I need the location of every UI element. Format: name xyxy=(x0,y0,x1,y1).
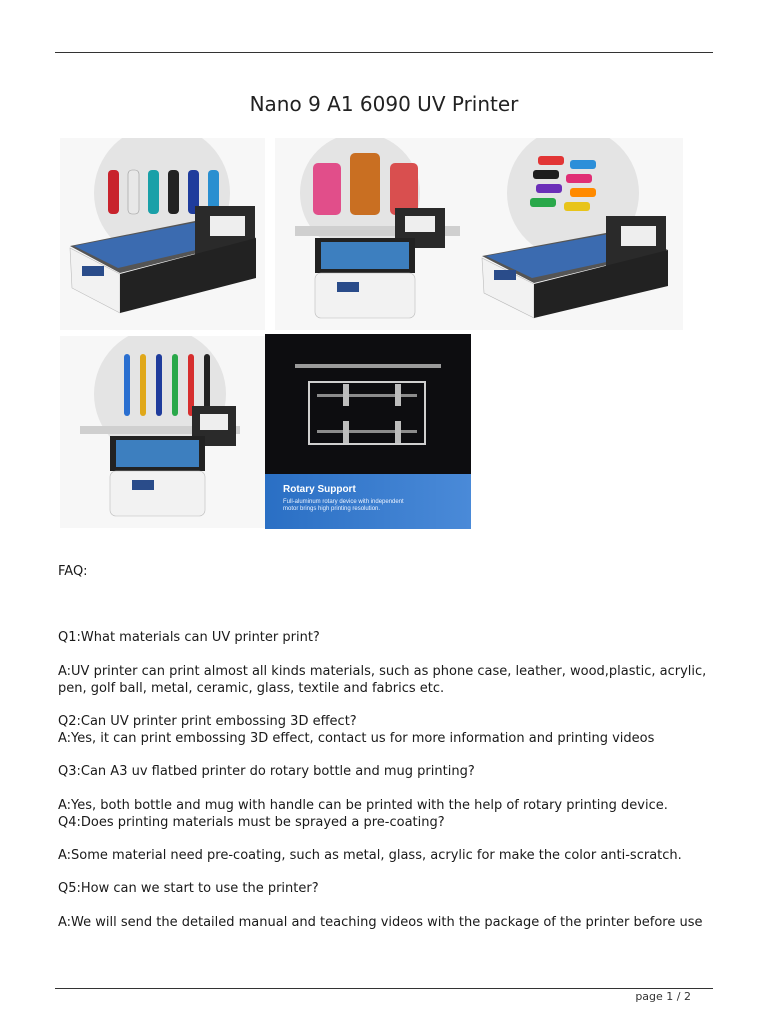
rotary-title: Rotary Support xyxy=(283,484,356,495)
faq-a1-line2: pen, golf ball, metal, ceramic, glass, textile and fabrics etc. xyxy=(58,681,445,696)
product-image-phone-cases xyxy=(275,138,480,330)
faq-a2: A:Yes, it can print embossing 3D effect, contact us for more information and printing videos xyxy=(58,731,655,746)
faq-q3: Q3:Can A3 uv flatbed printer do rotary bottle and mug printing? xyxy=(58,764,475,779)
page-title: Nano 9 A1 6090 UV Printer xyxy=(249,92,519,116)
product-image-pens xyxy=(60,336,265,528)
page-number: page 1 / 2 xyxy=(635,990,691,1003)
product-image-usb-drives xyxy=(478,138,683,330)
product-image-bottles xyxy=(60,138,265,330)
footer-rule xyxy=(55,988,713,989)
faq-a5: A:We will send the detailed manual and teaching videos with the package of the printer before use xyxy=(58,915,703,930)
faq-a4: A:Some material need pre-coating, such as metal, glass, acrylic for make the color anti-scratch. xyxy=(58,848,682,863)
header-rule xyxy=(55,52,713,53)
faq-q1: Q1:What materials can UV printer print? xyxy=(58,630,320,645)
faq-q4: Q4:Does printing materials must be sprayed a pre-coating? xyxy=(58,815,445,830)
faq-q2: Q2:Can UV printer print embossing 3D effect? xyxy=(58,714,357,729)
faq-a1-line1: A:UV printer can print almost all kinds materials, such as phone case, leather, wood,plastic, acrylic, xyxy=(58,664,707,679)
rotary-subtitle-line1: Full-aluminum rotary device with independent xyxy=(283,499,404,505)
faq-heading: FAQ: xyxy=(58,564,88,579)
rotary-subtitle-line2: motor brings high printing resolution. xyxy=(283,506,381,512)
faq-q5: Q5:How can we start to use the printer? xyxy=(58,881,319,896)
product-image-rotary-support xyxy=(265,334,471,529)
faq-a3: A:Yes, both bottle and mug with handle can be printed with the help of rotary printing device. xyxy=(58,798,668,813)
faq-a1 xyxy=(58,663,718,697)
